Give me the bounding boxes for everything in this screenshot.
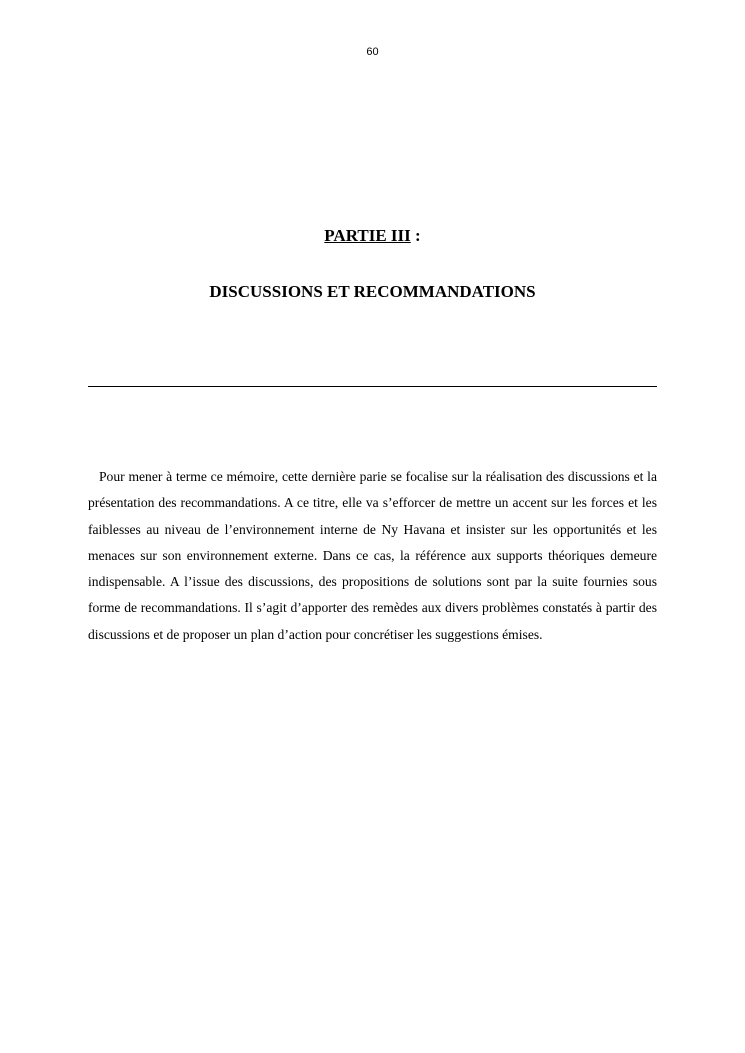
part-label: PARTIE III <box>324 226 411 245</box>
horizontal-divider <box>88 386 657 387</box>
intro-paragraph: Pour mener à terme ce mémoire, cette dernière parie se focalise sur la réalisation des discussions et la présentation des recommandations. A ce titre, elle va s’efforcer de mettre un accent sur les forces et les faiblesses au niveau de l’environnement interne de Ny Havana et insister sur les opportunités et les menaces sur son environnement externe. Dans ce cas, la référence aux supports théoriques demeure indispensable. A l’issue des discussions, des propositions de solutions sont par la suite fournies sous forme de recommandations. Il s’agit d’apporter des remèdes aux divers problèmes constatés à partir des discussions et de proposer un plan d’action pour concrétiser les suggestions émises. <box>88 469 657 642</box>
part-heading <box>0 225 745 247</box>
part-title: DISCUSSIONS ET RECOMMANDATIONS <box>209 282 536 301</box>
part-suffix: : <box>410 226 421 245</box>
page-number: 60 <box>366 46 379 58</box>
